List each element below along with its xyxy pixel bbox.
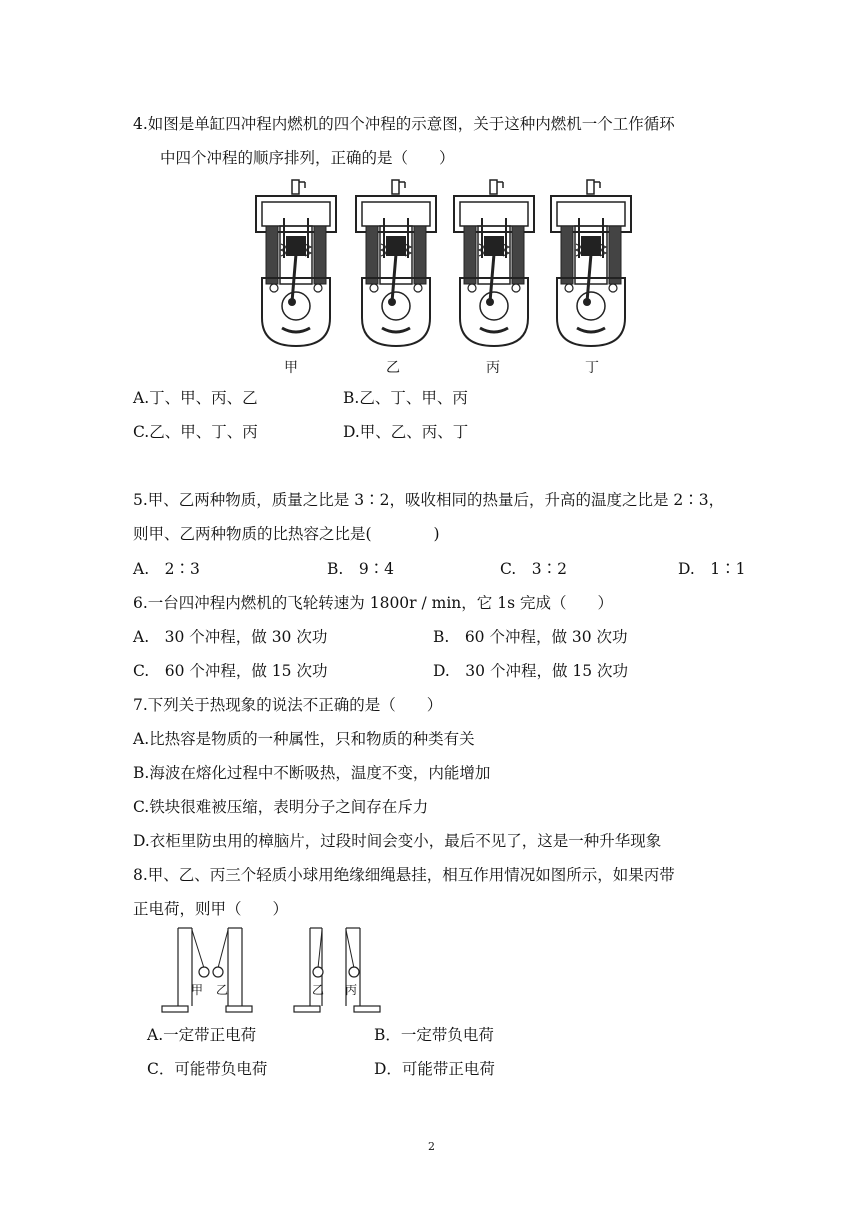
figure-label-yi: 乙 <box>386 360 400 376</box>
q6-stem: 6.一台四冲程内燃机的飞轮转速为 1800r / min，它 1s 完成（ ） <box>133 594 613 612</box>
q4-stem-line1: 4.如图是单缸四冲程内燃机的四个冲程的示意图，关于这种内燃机一个工作循环 <box>133 115 675 133</box>
stand-pair-right <box>294 928 380 1012</box>
q5-option-d[interactable]: D. 1∶1 <box>678 560 746 578</box>
q8-option-c[interactable]: C．可能带负电荷 <box>147 1060 268 1078</box>
q8-option-a[interactable]: A.一定带正电荷 <box>147 1026 257 1044</box>
q5-option-c[interactable]: C. 3∶2 <box>500 560 567 578</box>
q4-option-c[interactable]: C.乙、甲、丁、丙 <box>133 423 258 441</box>
q4-option-d[interactable]: D.甲、乙、丙、丁 <box>343 423 469 441</box>
q7-option-a[interactable]: A.比热容是物质的一种属性，只和物质的种类有关 <box>133 730 475 748</box>
ball-label-jia: 甲 <box>191 983 204 997</box>
q5-stem-line2: 则甲、乙两种物质的比热容之比是( ) <box>133 525 440 543</box>
q6-option-b[interactable]: B. 60 个冲程，做 30 次功 <box>433 628 628 646</box>
q5-option-a[interactable]: A. 2∶3 <box>133 560 200 578</box>
q8-stem-line2: 正电荷，则甲（ ） <box>133 900 289 918</box>
q8-option-b[interactable]: B．一定带负电荷 <box>374 1026 494 1044</box>
ball-label-bing: 丙 <box>345 983 358 997</box>
q4-stem-line2: 中四个冲程的顺序排列，正确的是（ ） <box>160 149 455 167</box>
ball-label-yi-left: 乙 <box>216 983 229 997</box>
engine-ding <box>551 180 631 346</box>
q5-option-b[interactable]: B. 9∶4 <box>327 560 395 578</box>
engine-jia <box>256 180 336 346</box>
q6-option-c[interactable]: C. 60 个冲程，做 15 次功 <box>133 662 328 680</box>
page-number: 2 <box>428 1140 435 1153</box>
figure-label-ding: 丁 <box>585 360 599 376</box>
q7-option-d[interactable]: D.衣柜里防虫用的樟脑片，过段时间会变小，最后不见了，这是一种升华现象 <box>133 832 662 850</box>
hanging-balls-figure <box>156 922 386 1018</box>
figure-label-jia: 甲 <box>284 360 298 376</box>
ball-yi-right <box>313 967 323 977</box>
engine-bing <box>454 180 534 346</box>
q7-option-b[interactable]: B.海波在熔化过程中不断吸热，温度不变，内能增加 <box>133 764 491 782</box>
q4-option-a[interactable]: A.丁、甲、丙、乙 <box>133 389 258 407</box>
q6-option-d[interactable]: D. 30 个冲程，做 15 次功 <box>433 662 629 680</box>
ball-label-yi-right: 乙 <box>312 983 325 997</box>
q8-stem-line1: 8.甲、乙、丙三个轻质小球用绝缘细绳悬挂，相互作用情况如图所示，如果丙带 <box>133 866 675 884</box>
q7-option-c[interactable]: C.铁块很难被压缩，表明分子之间存在斥力 <box>133 798 429 816</box>
figure-label-bing: 丙 <box>486 360 500 376</box>
engine-yi <box>356 180 436 346</box>
q4-option-b[interactable]: B.乙、丁、甲、丙 <box>343 389 468 407</box>
q8-option-d[interactable]: D．可能带正电荷 <box>374 1060 495 1078</box>
stand-pair-left <box>162 928 252 1012</box>
q5-stem-line1: 5.甲、乙两种物质，质量之比是 3∶2，吸收相同的热量后，升高的温度之比是 2∶3， <box>133 491 725 509</box>
ball-jia-left <box>199 967 209 977</box>
ball-yi-left <box>213 967 223 977</box>
q7-stem: 7.下列关于热现象的说法不正确的是（ ） <box>133 696 443 714</box>
engine-strokes-figure <box>248 178 648 378</box>
q6-option-a[interactable]: A. 30 个冲程，做 30 次功 <box>133 628 328 646</box>
ball-bing-right <box>349 967 359 977</box>
